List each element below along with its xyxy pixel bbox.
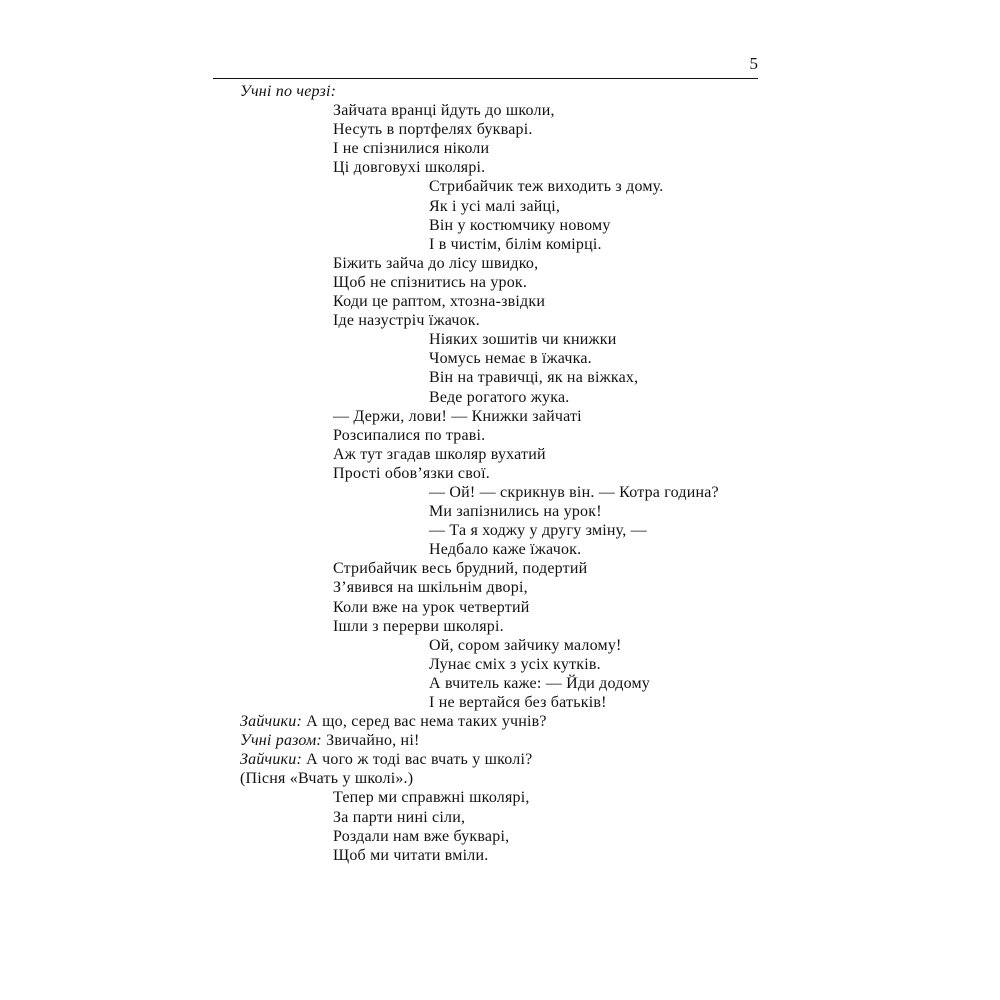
poem-line: Ой, сором зайчику малому! (429, 636, 622, 654)
poem-line: Він на травичці, як на віжках, (429, 369, 639, 387)
speaker-label: Зайчики: (240, 751, 302, 769)
poem-line: Іде назустріч їжачок. (333, 312, 480, 330)
dialogue-text: А що, серед вас нема таких учнів? (301, 713, 547, 731)
poem-line: Несуть в портфелях букварі. (333, 121, 533, 139)
song-line: За парти нині сіли, (333, 808, 466, 826)
poem-line: — Та я ходжу у другу зміну, — (429, 522, 647, 540)
dialogue-text: Звичайно, ні! (321, 732, 420, 750)
poem-line: З’явився на шкільнім дворі, (333, 579, 528, 597)
song-note: (Пісня «Вчать у школі».) (240, 770, 414, 788)
dialogue-text: А чого ж тоді вас вчать у школі? (301, 751, 533, 769)
dialogue-line (0, 712, 1000, 731)
poem-line: Ніяких зошитів чи книжки (429, 331, 617, 349)
poem-line: Зайчата вранці йдуть до школи, (333, 102, 555, 120)
poem-line: І в чистім, білім комірці. (429, 235, 602, 253)
poem-line: Чомусь немає в їжачка. (429, 350, 592, 368)
poem-line: А вчитель каже: — Йди додому (429, 674, 651, 692)
poem-line: Аж тут згадав школяр вухатий (333, 445, 546, 463)
poem-line: Веде рогатого жука. (429, 388, 570, 406)
poem-line: Ішли з перерви школярі. (333, 617, 504, 635)
poem-line: Недбало каже їжачок. (429, 541, 582, 559)
poem-line: Ми запізнились на урок! (429, 503, 602, 521)
speaker-label: Учні по черзі: (240, 83, 337, 100)
poem-line: Ці довговухі школярі. (333, 159, 486, 177)
poem-line: Стрибайчик теж виходить з дому. (429, 178, 664, 196)
poem-line: Лунає сміх з усіх кутків. (429, 655, 601, 673)
poem-line: — Держи, лови! — Книжки зайчаті (333, 407, 582, 425)
song-line: Щоб ми читати вміли. (333, 846, 489, 864)
poem-line: Коди це раптом, хтозна-звідки (333, 293, 546, 311)
song-line: Тепер ми справжні школярі, (333, 789, 530, 807)
poem-line: Щоб не спізнитись на урок. (333, 273, 528, 291)
poem-line: Біжить зайча до лісу швидко, (333, 254, 539, 272)
poem-line: Прості обов’язки свої. (333, 464, 490, 482)
poem-line: — Ой! — скрикнув він. — Котра година? (429, 483, 719, 501)
song-line: Роздали нам вже букварі, (333, 827, 510, 845)
speaker-line (0, 82, 1000, 101)
dialogue-line (0, 731, 1000, 750)
speaker-label: Зайчики: (240, 713, 302, 731)
speaker-label: Учні разом: (240, 732, 322, 750)
poem-line: Як і усі малі зайці, (429, 197, 561, 215)
header-rule (213, 78, 758, 79)
poem-line: І не вертайся без батьків! (429, 694, 607, 711)
poem-line: Розсипалися по траві. (333, 426, 486, 444)
poem-line: Коли вже на урок четвертий (333, 598, 530, 616)
page-text (0, 82, 1000, 865)
poem-line: Він у костюмчику новому (429, 216, 611, 234)
poem-line: І не спізнилися ніколи (333, 140, 490, 158)
page-number: 5 (749, 54, 758, 73)
poem-line: Стрибайчик весь брудний, подертий (333, 560, 588, 578)
dialogue-line (0, 750, 1000, 769)
